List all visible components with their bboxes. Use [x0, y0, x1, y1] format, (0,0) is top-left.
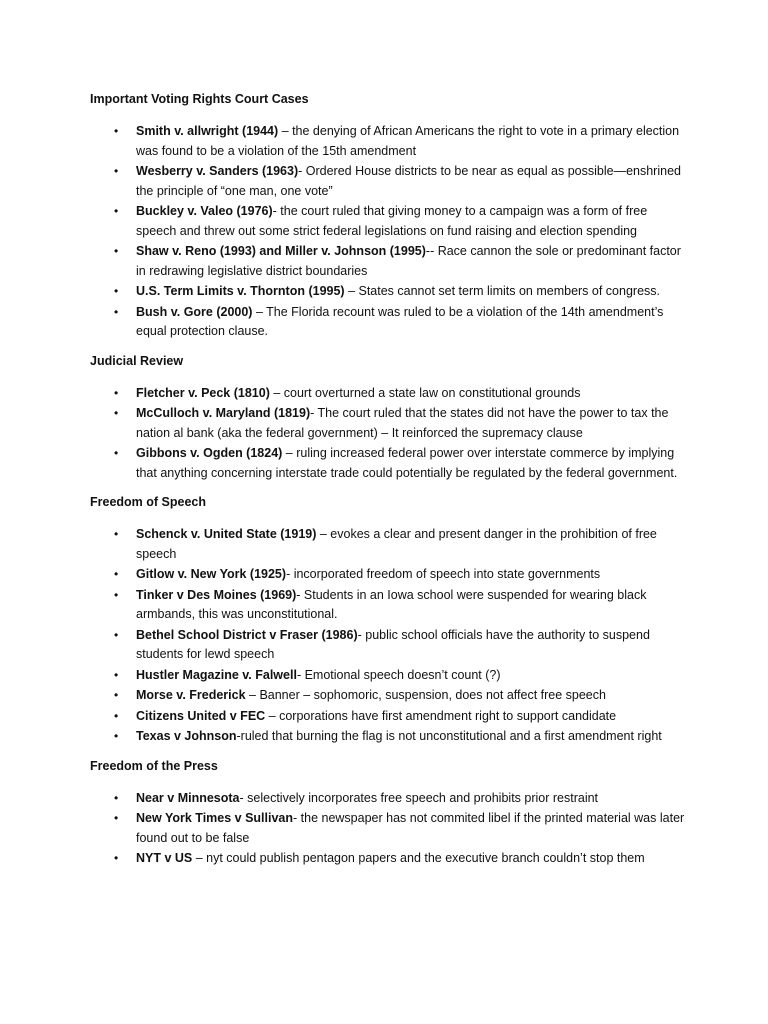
list-item [90, 162, 690, 201]
case-list [90, 525, 690, 747]
case-description: – evokes a clear and present danger in the prohibition of free speech [136, 527, 657, 561]
list-item [90, 444, 690, 483]
case-name: Smith v. allwright (1944) [136, 124, 279, 138]
list-item [90, 789, 690, 809]
case-description: – States cannot set term limits on members of congress. [344, 284, 660, 298]
case-description: - Students in an Iowa school were suspended for wearing black armbands, this was unconstitutional. [136, 587, 647, 621]
bullet-icon: • [114, 124, 119, 138]
case-name: Gitlow v. New York (1925) [136, 567, 287, 581]
case-description: - the court ruled that giving money to a campaign was a form of free speech and threw out some strict federal legislations on fund raising and election spending [136, 204, 648, 238]
case-name: New York Times v Sullivan [136, 811, 294, 825]
case-description: -ruled that burning the flag is not unconstitutional and a first amendment right [236, 729, 662, 743]
case-name: Near v Minnesota [136, 790, 240, 805]
bullet-icon: • [114, 729, 119, 743]
bullet-icon: • [114, 244, 119, 258]
section-judicial-review [90, 352, 690, 484]
list-item [90, 242, 690, 281]
case-name: McCulloch v. Maryland (1819) [136, 406, 311, 420]
case-name: Texas v Johnson [136, 729, 237, 743]
bullet-icon: • [114, 385, 119, 400]
case-description: - The court ruled that the states did not have the power to tax the nation al bank (aka the federal government) – It reinforced the supremacy clause [136, 406, 669, 440]
case-description: – court overturned a state law on constitutional grounds [269, 385, 581, 400]
bullet-icon: • [114, 811, 119, 825]
case-description: - Ordered House districts to be near as equal as possible—enshrined the principle of “one man, one vote” [136, 164, 681, 198]
case-name: U.S. Term Limits v. Thornton (1995) [136, 284, 345, 298]
list-item [90, 404, 690, 443]
bullet-icon: • [114, 446, 119, 460]
document-page [90, 90, 690, 879]
case-name: Tinker v Des Moines (1969) [136, 587, 297, 602]
case-name: Wesberry v. Sanders (1963) [136, 164, 299, 178]
section-heading: Freedom of the Press [90, 758, 218, 773]
case-description: - public school officials have the authority to suspend students for lewd speech [136, 627, 650, 661]
list-item [90, 686, 690, 706]
case-description: - Emotional speech doesn’t count (?) [296, 667, 501, 682]
bullet-icon: • [114, 204, 119, 218]
list-item [90, 565, 690, 585]
bullet-icon: • [114, 851, 119, 865]
bullet-icon: • [114, 667, 119, 682]
case-name: Bush v. Gore (2000) [136, 304, 253, 319]
case-description: – corporations have first amendment right to support candidate [265, 708, 617, 723]
case-description: – the denying of African Americans the right to vote in a primary election was found to be a violation of the 15th amendment [136, 124, 680, 158]
case-description: – ruling increased federal power over interstate commerce by implying that anything concerning interstate trade could potentially be regulated by the federal government. [136, 446, 678, 480]
case-name: Shaw v. Reno (1993) and Miller v. Johnson (1995) [136, 244, 426, 258]
case-list [90, 384, 690, 484]
case-name: Morse v. Frederick [136, 688, 246, 702]
list-item [90, 202, 690, 241]
case-description: - the newspaper has not commited libel if the printed material was later found out to be false [136, 811, 685, 845]
case-description: – The Florida recount was ruled to be a violation of the 14th amendment’s equal protection clause. [136, 304, 664, 338]
section-heading: Important Voting Rights Court Cases [90, 92, 309, 106]
case-description: – Banner – sophomoric, suspension, does not affect free speech [245, 688, 606, 702]
bullet-icon: • [114, 708, 119, 723]
case-name: Gibbons v. Ogden (1824) [136, 446, 283, 460]
case-name: Schenck v. United State (1919) [136, 527, 317, 541]
section-heading: Judicial Review [90, 353, 184, 368]
case-name: Hustler Magazine v. Falwell [136, 667, 297, 682]
case-list [90, 122, 690, 342]
section-voting-rights [90, 90, 690, 342]
list-item [90, 122, 690, 161]
bullet-icon: • [114, 567, 119, 581]
bullet-icon: • [114, 527, 119, 541]
list-item [90, 525, 690, 564]
list-item [90, 586, 690, 625]
case-list [90, 789, 690, 869]
case-description: - selectively incorporates free speech and prohibits prior restraint [239, 790, 599, 805]
case-name: Buckley v. Valeo (1976) [136, 204, 273, 218]
bullet-icon: • [114, 627, 119, 642]
case-name: Citizens United v FEC [136, 708, 266, 723]
list-item [90, 666, 690, 686]
case-name: NYT v US [136, 851, 193, 865]
case-name: Fletcher v. Peck (1810) [136, 385, 270, 400]
bullet-icon: • [114, 587, 119, 602]
list-item [90, 384, 690, 404]
section-freedom-of-press [90, 757, 690, 869]
bullet-icon: • [114, 284, 119, 298]
list-item [90, 809, 690, 848]
bullet-icon: • [114, 304, 119, 319]
list-item [90, 707, 690, 727]
list-item [90, 282, 690, 302]
list-item [90, 626, 690, 665]
section-freedom-of-speech [90, 493, 690, 747]
list-item [90, 727, 690, 747]
case-description: – nyt could publish pentagon papers and the executive branch couldn’t stop them [192, 851, 645, 865]
list-item [90, 303, 690, 342]
bullet-icon: • [114, 406, 119, 420]
bullet-icon: • [114, 164, 119, 178]
case-description: -- Race cannon the sole or predominant factor in redrawing legislative district boundaries [136, 244, 681, 278]
case-description: - incorporated freedom of speech into state governments [286, 567, 601, 581]
bullet-icon: • [114, 790, 119, 805]
section-heading: Freedom of Speech [90, 495, 206, 509]
list-item [90, 849, 690, 869]
case-name: Bethel School District v Fraser (1986) [136, 627, 358, 642]
bullet-icon: • [114, 688, 119, 702]
